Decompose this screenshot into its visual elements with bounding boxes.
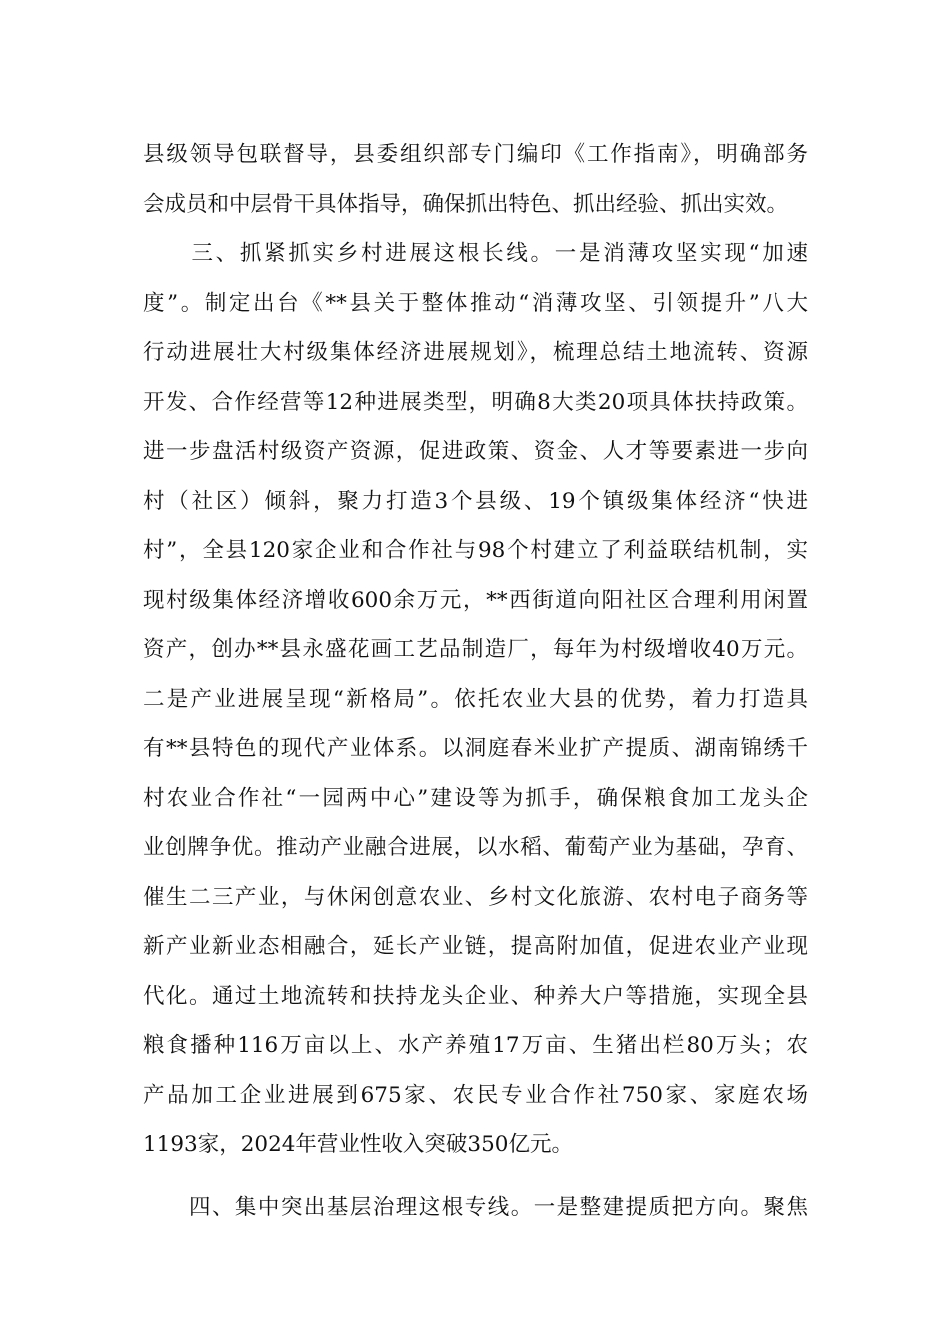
text-line: 行动进展壮大村级集体经济进展规划》，梳理总结土地流转、资源 [143,340,808,365]
text-line: 县级领导包联督导，县委组织部专门编印《工作指南》，明确部务 [143,142,808,167]
text-line: 现村级集体经济增收600余万元，**西街道向阳社区合理利用闲置 [143,587,808,613]
text-line: 度”。制定出台《**县关于整体推动“消薄攻坚、引领提升”八大 [143,290,808,316]
text-line: 产品加工企业进展到675家、农民专业合作社750家、家庭农场 [143,1082,808,1108]
text-line: 资产，创办**县永盛花画工艺品制造厂，每年为村级增收40万元。 [143,637,808,662]
text-line: 新产业新业态相融合，延长产业链，提高附加值，促进农业产业现 [143,934,808,959]
text-line: 二是产业进展呈现“新格局”。依托农业大县的优势，着力打造具 [143,686,808,712]
text-line: 村农业合作社“一园两中心”建设等为抓手，确保粮食加工龙头企 [143,785,808,811]
text-line: 代化。通过土地流转和扶持龙头企业、种养大户等措施，实现全县 [143,983,808,1009]
text-line: 进一步盘活村级资产资源，促进政策、资金、人才等要素进一步向 [143,439,808,464]
text-line: 粮食播种116万亩以上、水产养殖17万亩、生猪出栏80万头；农 [143,1033,808,1058]
document-body [143,130,808,1232]
text-line: 有**县特色的现代产业体系。以洞庭春米业扩产提质、湖南锦绣千 [143,736,808,761]
text-line: 催生二三产业，与休闲创意农业、乡村文化旅游、农村电子商务等 [143,884,808,910]
text-line: 业创牌争优。推动产业融合进展，以水稻、葡萄产业为基础，孕育、 [143,835,808,860]
text-line: 村（社区）倾斜，聚力打造3个县级、19个镇级集体经济“快进 [143,488,808,514]
text-line: 会成员和中层骨干具体指导，确保抓出特色、抓出经验、抓出实效。 [143,191,789,217]
text-line: 开发、合作经营等12种进展类型，明确8大类20项具体扶持政策。 [143,389,808,415]
text-line: 三、抓紧抓实乡村进展这根长线。一是消薄攻坚实现“加速 [143,241,808,266]
text-line: 1193家，2024年营业性收入突破350亿元。 [143,1132,573,1157]
text-line: 村”，全县120家企业和合作社与98个村建立了利益联结机制，实 [143,538,808,563]
text-line: 四、集中突出基层治理这根专线。一是整建提质把方向。聚焦 [143,1194,808,1220]
